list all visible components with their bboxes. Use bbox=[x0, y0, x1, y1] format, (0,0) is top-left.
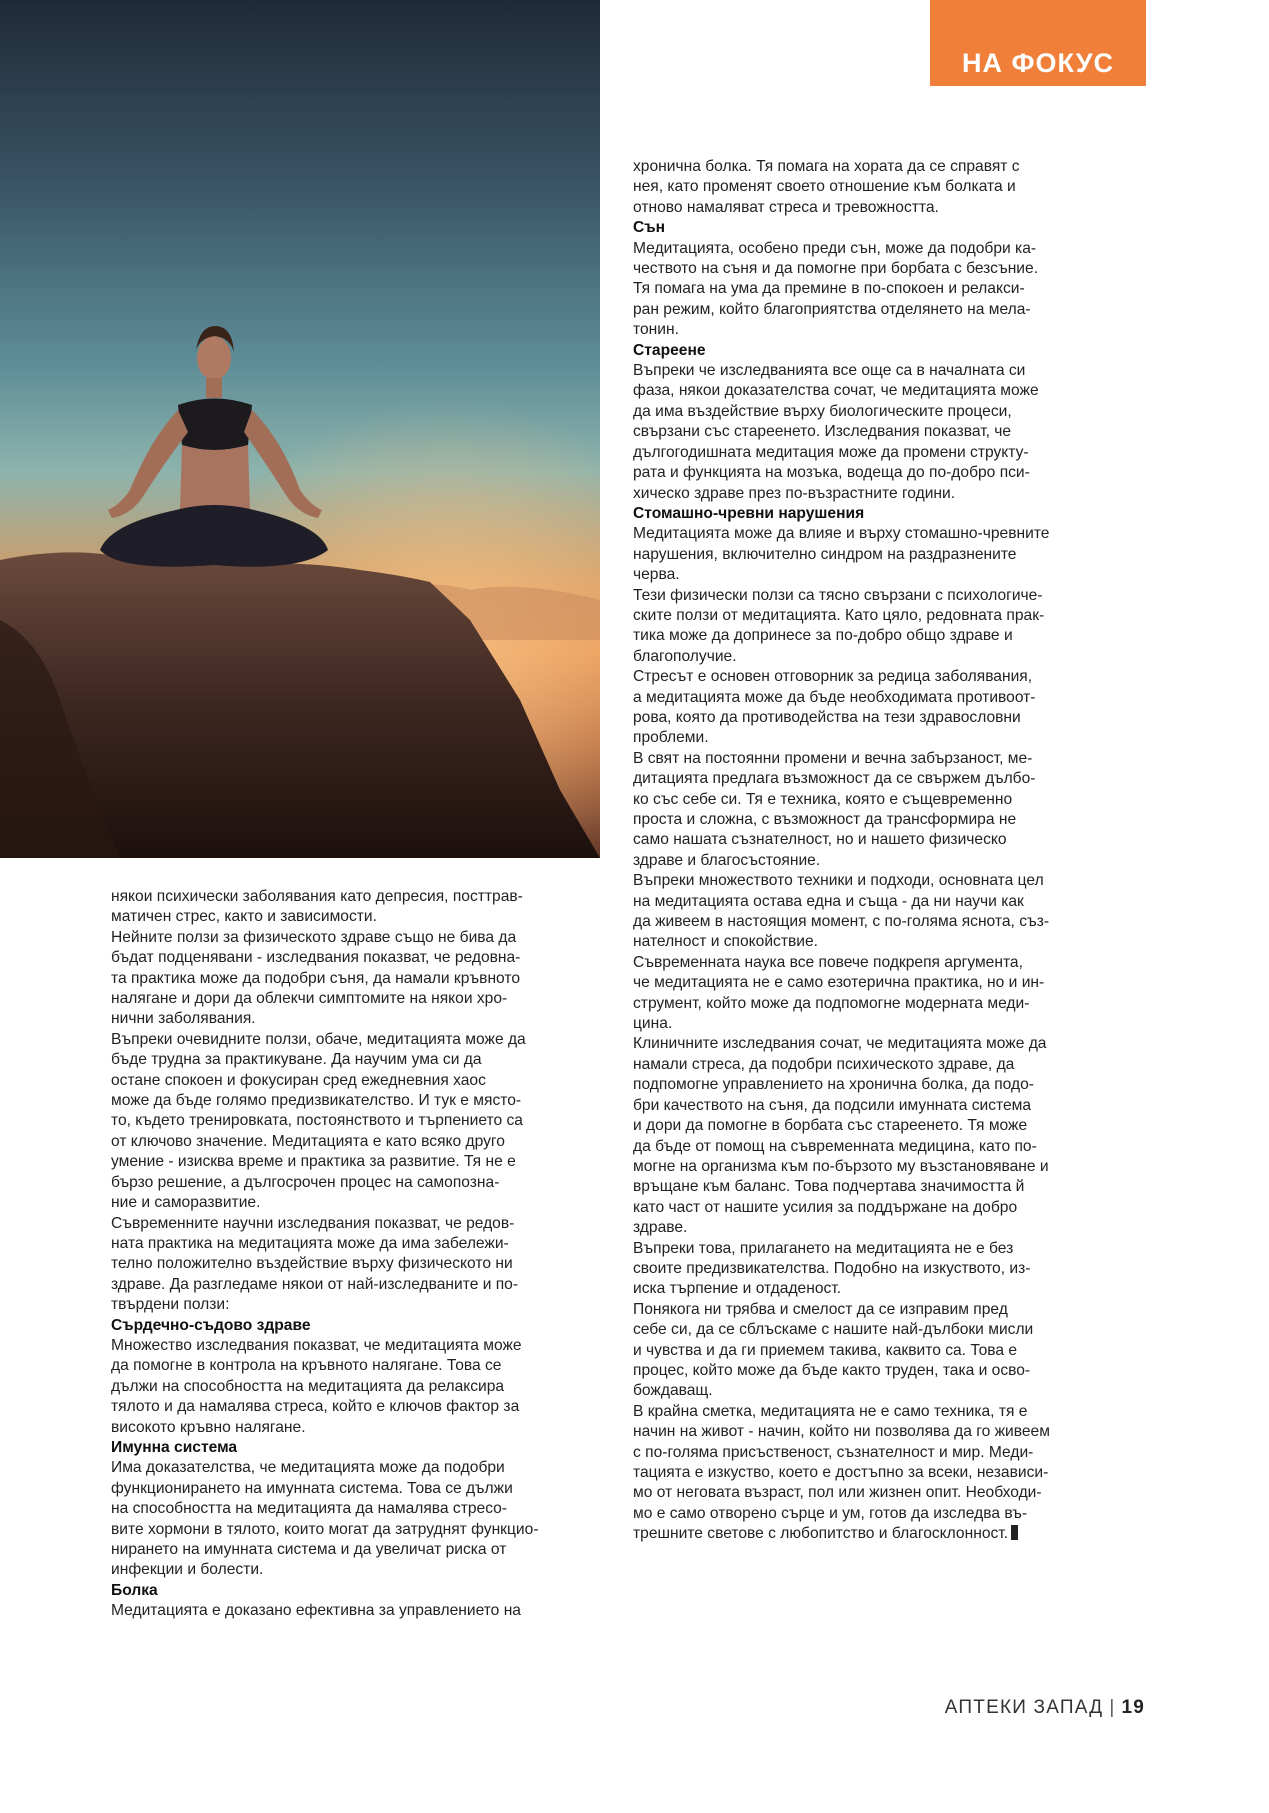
paragraph bbox=[633, 1239, 1123, 1300]
paragraph bbox=[633, 953, 1123, 1035]
heading-text: Стомашно-чревни нарушения bbox=[633, 504, 865, 522]
paragraph bbox=[111, 1030, 601, 1214]
end-of-article-mark bbox=[1011, 1525, 1018, 1540]
heading-text: Болка bbox=[111, 1581, 158, 1599]
article-column-left bbox=[111, 887, 601, 1622]
paragraph bbox=[633, 871, 1123, 953]
paragraph bbox=[111, 1458, 601, 1580]
paragraph bbox=[111, 1336, 601, 1438]
paragraph-text: Множество изследвания показват, че медитацията може да помогне в контрола на кръвното налягане. Това се дължи на способността на медитацията да релаксира тялото и да намалява стреса, който е ключов фактор за високото кръвно налягане. bbox=[111, 1336, 522, 1436]
paragraph-text: Тези физически ползи са тясно свързани с психологиче- ските ползи от медитацията. Като цяло, редовната прак- тика може да допринесе за по-добро общо здраве и благополучие. bbox=[633, 586, 1045, 665]
paragraph-text: Въпреки че изследванията все още са в началната си фаза, някои доказателства сочат, че медитацията може да има въздействие върху биологическите процеси, свързани със стареенето. Изследвания показват, че дългогодишната медитация може да промени структу- рата и функцията на мозъка, водеща до по-добро пси- хическо здраве през по-възрастните години. bbox=[633, 362, 1039, 502]
paragraph bbox=[633, 157, 1123, 218]
section-heading bbox=[633, 341, 1123, 361]
paragraph bbox=[633, 239, 1123, 341]
paragraph-text: Нейните ползи за физическото здраве също не бива да бъдат подценявани - изследвания показват, че редовна- та практика може да подобри съня, да намали кръвното налягане и дори да облекчи симптомите на някои хро- нични заболявания. bbox=[111, 928, 521, 1028]
heading-text: Сън bbox=[633, 219, 666, 237]
paragraph bbox=[111, 1601, 601, 1621]
paragraph bbox=[633, 586, 1123, 668]
paragraph-text: Съвременните научни изследвания показват, че редов- ната практика на медитацията може да има забележи- телно положително въздействие върху физическото ни здраве. Да разгледаме някои от най-изследваните и по- твърдени ползи: bbox=[111, 1214, 519, 1314]
footer-separator: | bbox=[1109, 1697, 1116, 1718]
section-tag: НА ФОКУС bbox=[930, 0, 1146, 86]
paragraph bbox=[633, 1034, 1123, 1238]
section-heading bbox=[111, 1316, 601, 1336]
heading-text: Сърдечно-съдово здраве bbox=[111, 1316, 311, 1334]
page-number: 19 bbox=[1121, 1697, 1145, 1718]
paragraph-text: Клиничните изследвания сочат, че медитацията може да намали стреса, да подобри психическото здраве, да подпомогне управлението на хронична болка, да подо- бри качеството на съня, да подсили имунната система и дори да помогне в борбата със стареенето. Тя може да бъде от помощ на съвременната медицина, като по- могне на организма към по-бързото му възстановяване и връщане към баланс. Това подчертава значимостта й като част от нашите усилия за поддържане на добро здраве. bbox=[633, 1035, 1049, 1237]
paragraph bbox=[633, 749, 1123, 871]
paragraph bbox=[633, 1402, 1123, 1545]
paragraph-text: Медитацията е доказано ефективна за управлението на bbox=[111, 1602, 521, 1620]
publication-name: АПТЕКИ ЗАПАД bbox=[944, 1697, 1104, 1718]
section-heading bbox=[111, 1438, 601, 1458]
paragraph-text: Медитацията, особено преди сън, може да подобри ка- чеството на съня и да помогне при борбата с безсъние. Тя помага на ума да премине в по-спокоен и релакси- ран режим, който благоприятства отделянето на мела- тонин. bbox=[633, 239, 1039, 339]
paragraph bbox=[111, 887, 601, 928]
heading-text: Имунна система bbox=[111, 1438, 238, 1456]
paragraph-text: Понякога ни трябва и смелост да се изправим пред себе си, да се сблъскаме с нашите най-дълбоки мисли и чувства и да ги приемем такива, каквито са. Това е процес, който може да бъде както труден, така и осво- бождаващ. bbox=[633, 1300, 1034, 1400]
section-heading bbox=[633, 504, 1123, 524]
section-heading bbox=[111, 1581, 601, 1601]
paragraph-text: Стресът е основен отговорник за редица заболявания, а медитацията може да бъде необходимата противоот- рова, която да противодейства на тези здравословни проблеми. bbox=[633, 668, 1036, 747]
paragraph-text: В крайна сметка, медитацията не е само техника, тя е начин на живот - начин, който ни позволява да го живеем с по-голяма присъственост, съзнателност и мир. Меди- тацията е изкуство, което е достъпно за всеки, независи- мо от неговата възраст, пол или жизнен опит. Необходи- мо е само отворено сърце и ум, готов да изследва въ- трешните светове с любопитство и благосклонност. bbox=[633, 1402, 1050, 1543]
paragraph-text: хронична болка. Тя помага на хората да се справят с нея, като променят своето отношение към болката и отново намаляват стреса и тревожността. bbox=[633, 158, 1020, 216]
meditation-photo bbox=[0, 0, 600, 858]
paragraph-text: Въпреки това, прилагането на медитацията не е без своите предизвикателства. Подобно на изкуството, из- иска търпение и отдаденост. bbox=[633, 1239, 1031, 1298]
paragraph bbox=[111, 928, 601, 1030]
paragraph bbox=[633, 667, 1123, 749]
paragraph bbox=[633, 1300, 1123, 1402]
paragraph bbox=[633, 361, 1123, 504]
paragraph-text: Въпреки очевидните ползи, обаче, медитацията може да бъде трудна за практикуване. Да научим ума си да остане спокоен и фокусиран сред ежедневния хаос може да бъде голямо предизвикателство. И тук е място- то, където тренировката, постоянството и търпението са от ключово значение. Медитацията е като всяко друго умение - изисква време и практика за развитие. Тя не е бързо решение, а дългосрочен процес на самопозна- ние и саморазвитие. bbox=[111, 1030, 526, 1212]
paragraph bbox=[111, 1214, 601, 1316]
paragraph-text: Съвременната наука все повече подкрепя аргумента, че медитацията не е само езотерична практика, но и ин- струмент, който може да подпомогне модерната меди- цина. bbox=[633, 953, 1045, 1033]
paragraph-text: някои психически заболявания като депресия, посттрав- матичен стрес, както и зависимости. bbox=[111, 888, 523, 926]
heading-text: Стареене bbox=[633, 341, 706, 359]
article-column-right bbox=[633, 157, 1123, 1545]
paragraph-text: Въпреки множеството техники и подходи, основната цел на медитацията остава една и съща - да ни научи как да живеем в настоящия момент, с по-голяма яснота, съз- нателност и спокойствие. bbox=[633, 872, 1050, 951]
paragraph bbox=[633, 524, 1123, 585]
page-footer bbox=[945, 1697, 1145, 1719]
section-heading bbox=[633, 218, 1123, 238]
paragraph-text: Има доказателства, че медитацията може да подобри функционирането на имунната система. Това се дължи на способността на медитацията да намалява стресо- вите хормони в тялото, които могат да затруднят функцио- нирането на имунната система и да увеличат риска от инфекции и болести. bbox=[111, 1459, 539, 1579]
paragraph-text: Медитацията може да влияе и върху стомашно-чревните нарушения, включително синдром на раздразнените черва. bbox=[633, 525, 1050, 584]
paragraph-text: В свят на постоянни промени и вечна забързаност, ме- дитацията предлага възможност да се свържем дълбо- ко със себе си. Тя е техника, която е същевременно проста и сложна, с възможност да трансформира не само нашата съзнателност, но и нашето физическо здраве и благосъстояние. bbox=[633, 749, 1036, 869]
